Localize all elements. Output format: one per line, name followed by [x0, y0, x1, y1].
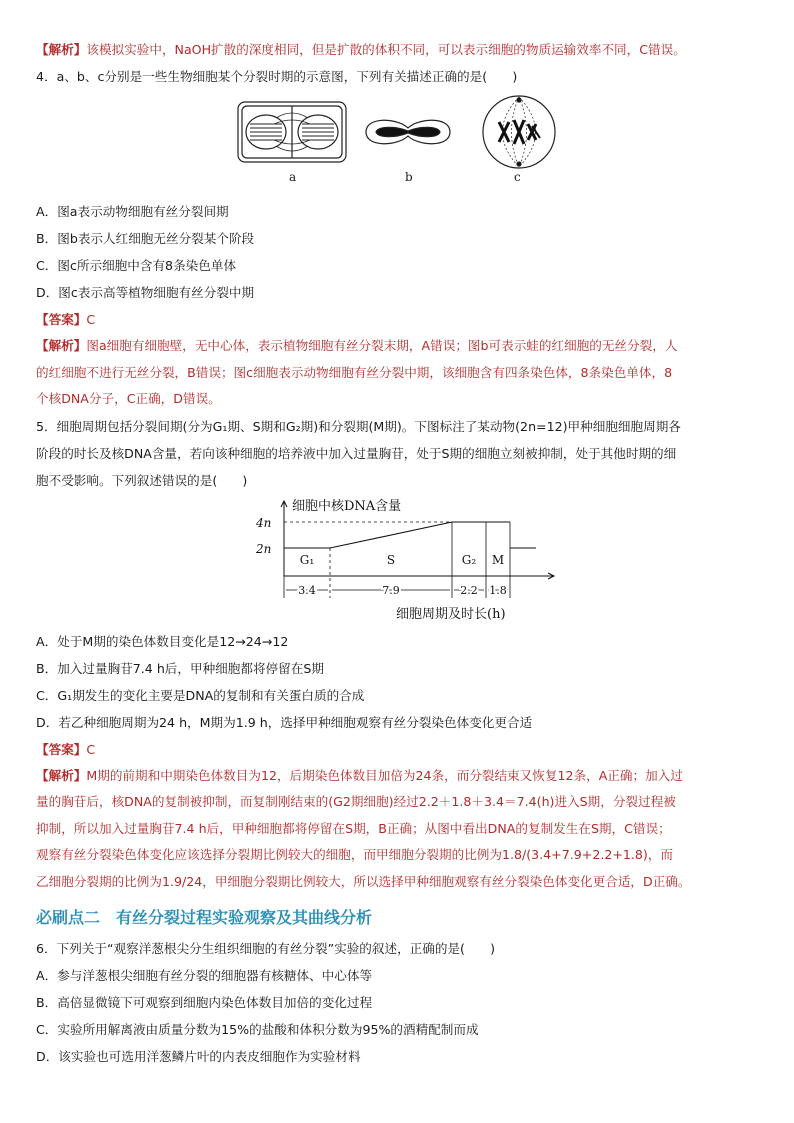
- q5-option-d: D．若乙种细胞周期为24 h，M期为1.9 h，选择甲种细胞观察有丝分裂染色体变化更合适: [36, 714, 533, 730]
- dna-content-chart: [248, 498, 568, 624]
- q5-analysis-line: M期的前期和中期染色体数目为12，后期染色体数目加倍为24条，而分裂结束又恢复12条，A正确；加入过: [86, 767, 683, 783]
- q5-analysis-5: 乙细胞分裂期的比例为1.9/24，甲细胞分裂期比例较大，所以选择甲种细胞观察有丝分裂染色体变化更合适，D正确。: [36, 873, 691, 889]
- q4-option-c: C．图c所示细胞中含有8条染色单体: [36, 258, 237, 273]
- duration-label: 3.4: [298, 583, 316, 597]
- duration-label: 7.9: [382, 583, 400, 597]
- q5-stem-3: 胞不受影响。下列叙述错误的是( ): [36, 472, 248, 488]
- q6-stem: 6．下列关于“观察洋葱根尖分生组织细胞的有丝分裂”实验的叙述，正确的是( ): [36, 941, 496, 956]
- phase-label: G₂: [461, 552, 477, 567]
- q4-answer-value: C: [86, 312, 96, 327]
- q6-option-c: C．实验所用解离液由质量分数为15%的盐酸和体积分数为95%的酒精配制而成: [36, 1022, 479, 1037]
- chart-title: 细胞中核DNA含量: [292, 498, 402, 514]
- q5-answer: [36, 736, 758, 763]
- analysis-tag: 【解析】: [36, 338, 87, 353]
- document-page: [36, 36, 758, 1070]
- phase-label: G₁: [299, 552, 315, 567]
- q5-analysis-1: [36, 763, 758, 790]
- figure-label-a: a: [289, 170, 297, 184]
- q5-stem-1: 5．细胞周期包括分裂间期(分为G₁期、S期和G₂期)和分裂期(M期)。下图标注了某动物(2n=12)甲种细胞细胞周期各: [36, 418, 681, 434]
- y-tick-label: 4n: [256, 515, 272, 530]
- q6-option-d: D．该实验也可选用洋葱鳞片叶的内表皮细胞作为实验材料: [36, 1049, 361, 1064]
- q5-answer-value: C: [86, 741, 96, 757]
- q4-analysis-3: 个核DNA分子，C正确，D错误。: [36, 391, 221, 406]
- figure-b-amitosis-cell: [366, 120, 450, 144]
- q5-stem-2: 阶段的时长及核DNA含量，若向该种细胞的培养液中加入过量胸苷，处于S期的细胞立刻被抑制，处于其他时期的细: [36, 445, 677, 461]
- q4-option-d: D．图c表示高等植物细胞有丝分裂中期: [36, 285, 255, 300]
- dna-curve-segment: [330, 522, 452, 548]
- answer-tag: 【答案】: [36, 312, 87, 327]
- answer-tag: 【答案】: [36, 741, 87, 757]
- q4-analysis-line: 图a细胞有细胞壁，无中心体，表示植物细胞有丝分裂末期，A错误；图b可表示蛙的红细胞的无丝分裂，人: [86, 338, 678, 353]
- duration-label: 1.8: [489, 583, 507, 597]
- q5-option-b: B．加入过量胸苷7.4 h后，甲种细胞都将停留在S期: [36, 660, 324, 676]
- duration-label: 2.2: [460, 583, 478, 597]
- q6-option-b: B．高倍显微镜下可观察到细胞内染色体数目加倍的变化过程: [36, 995, 373, 1010]
- q5-option-a: A．处于M期的染色体数目变化是12→24→12: [36, 633, 289, 649]
- q5-option-c: C．G₁期发生的变化主要是DNA的复制和有关蛋白质的合成: [36, 687, 365, 703]
- y-tick-label: 2n: [256, 541, 272, 556]
- figure-c-animal-cell: [483, 96, 555, 168]
- q5-analysis-2: 量的胸苷后，核DNA的复制被抑制，而复制刚结束的(G2期细胞)经过2.2＋1.8＋3.4＝7.4(h)进入S期，分裂过程被: [36, 794, 676, 809]
- q4-stem: 4．a、b、c分别是一些生物细胞某个分裂时期的示意图，下列有关描述正确的是( ): [36, 69, 518, 84]
- q4-option-a: A．图a表示动物细胞有丝分裂间期: [36, 204, 229, 219]
- q3-analysis-text: 该模拟实验中，NaOH扩散的深度相同，但是扩散的体积不同，可以表示细胞的物质运输效率不同，C错误。: [86, 42, 686, 57]
- q4-figure: [36, 94, 758, 192]
- x-axis-label: 细胞周期及时长(h): [396, 606, 506, 622]
- q5-chart: [36, 498, 758, 624]
- q4-analysis-1: [36, 333, 758, 360]
- section-heading: 必刷点二 有丝分裂过程实验观察及其曲线分析: [36, 908, 373, 927]
- figure-a-plant-cell: [238, 102, 346, 162]
- phase-label: S: [386, 552, 396, 567]
- q3-analysis: [36, 36, 758, 63]
- q4-analysis-2: 的红细胞不进行无丝分裂，B错误；图c细胞表示动物细胞有丝分裂中期，该细胞含有四条染色体，8条染色单体，8: [36, 364, 673, 380]
- q4-answer: [36, 306, 758, 333]
- q6-option-a: A．参与洋葱根尖细胞有丝分裂的细胞器有核糖体、中心体等: [36, 968, 373, 983]
- cell-division-diagrams: [236, 94, 596, 170]
- q5-analysis-4: 观察有丝分裂染色体变化应该选择分裂期比例较大的细胞，而甲细胞分裂期的比例为1.8/(3.4+7.9+2.2+1.8)，而: [36, 847, 674, 862]
- figure-label-c: c: [514, 170, 521, 184]
- q5-analysis-3: 抑制，所以加入过量胸苷7.4 h后，甲种细胞都将停留在S期，B正确；从图中看出DNA的复制发生在S期，C错误；: [36, 820, 671, 836]
- phase-label: M: [491, 552, 505, 567]
- figure-label-b: b: [405, 170, 413, 184]
- q4-option-b: B．图b表示人红细胞无丝分裂某个阶段: [36, 231, 255, 246]
- analysis-tag: 【解析】: [36, 42, 87, 57]
- analysis-tag: 【解析】: [36, 767, 87, 783]
